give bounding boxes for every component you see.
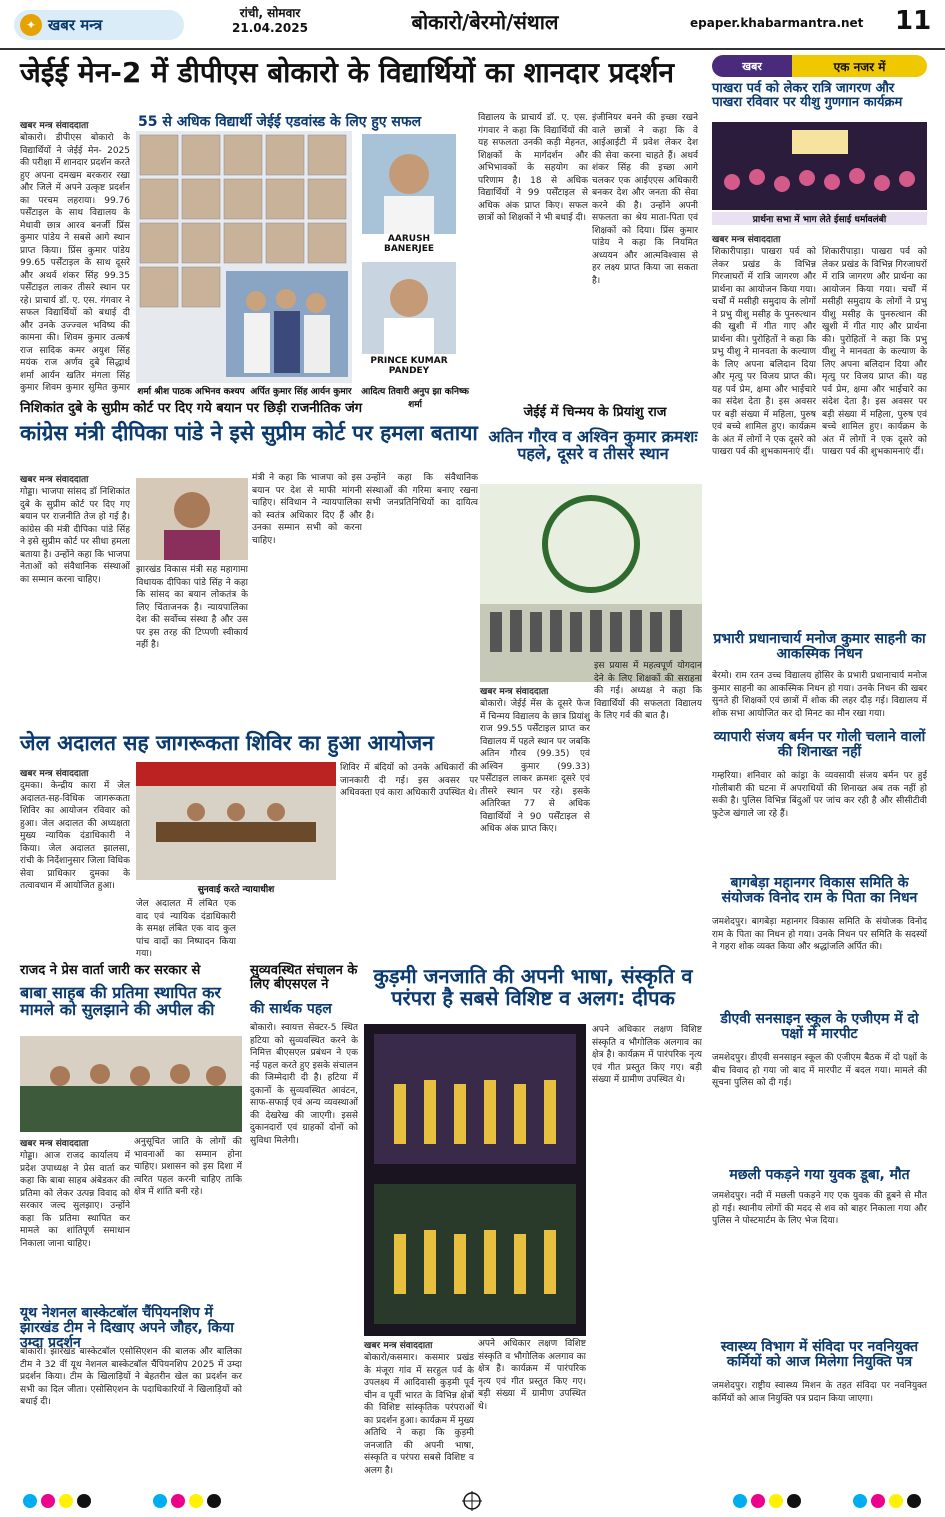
rjd-byline: खबर मन्त्र संवाददाता bbox=[20, 1139, 89, 1149]
jail-caption: सुनवाई करते न्यायाधीश bbox=[197, 885, 275, 895]
color-registration-footer bbox=[0, 1490, 945, 1512]
aarush-photo bbox=[362, 134, 456, 234]
aarush-name: AARUSH BANERJEE bbox=[383, 234, 435, 254]
chinmaya-body: बोकारो। जेईई मेंस के दूसरे फेज में चिन्मय विद्यालय के छात्र प्रियांशु राज 99.55 पर्सेंटाइल प्राप्त कर विद्यालय में पहले स्थान पर जबकि अतिन गौरव (99.35) एवं अश्विन कुमार (99.33) पर्सेंटाइल लाकर क्रमशः दूसरे एवं तीसरे स्थान पर रहे। इसके अतिरिक्त 77 से अधिक विद्यार्थियों ने 90 पर्सेंटाइल से अधिक अंक प्राप्त किए। bbox=[480, 699, 590, 834]
epaper-url[interactable]: epaper.khabarmantra.net bbox=[690, 16, 864, 30]
kurmi-body: बोकारो/कसमार। कसमार प्रखंड के मंजूरा गांव में सरहुल पर्व के उपलक्ष्य में आदिवासी कुड़मी पूर्व चीन व पूर्वी भारत के विभिन्न क्षेत्रों की विशिष्ट सांस्कृतिक परंपराओं का प्रदर्शन हुआ। कार्यक्रम में मुख्य अतिथि ने कहा कि कुड़मी जनजाति की अपनी भाषा, संस्कृति व परंपरा सबसे विशिष्ट व अलग है। bbox=[364, 1353, 474, 1476]
lead-body-2: विद्यालय के प्राचार्य डॉ. ए. एस. गंगवार ने कहा कि विद्यार्थियों की यह सफलता उनकी कड़ी मेहनत, शिक्षकों के मार्गदर्शन और अभिभावकों के सहयोग का परिणाम है। 18 से अधिक विद्यार्थियों ने 99 पर्सेंटाइल से अधिक अंक प्राप्त किए। सफल छात्रों को शिक्षकों ने भी बधाई दी। bbox=[478, 113, 588, 223]
lead-body-3: इंजीनियर बनने की इच्छा रखने वाले छात्रों ने कहा कि वे आईआईटी में प्रवेश लेकर देश की सेवा करना चाहते हैं। अथर्व शंकर सिंह की इच्छा आगे चलकर एक आईएएस अधिकारी बनकर देश और जनता की सेवा करने की है। उन्होंने अपनी सफलता का श्रेय माता-पिता एवं शिक्षकों को दिया। प्रिंस कुमार पांडेय ने कहा कि नियमित अध्ययन और आत्मविश्वास से हर लक्ष्य प्राप्त किया जा सकता है। bbox=[592, 113, 698, 286]
congress-body: गोड्डा। भाजपा सांसद डॉ निशिकांत दुबे के सुप्रीम कोर्ट पर दिए गए बयान पर राजनीति तेज हो गई है। कांग्रेस की मंत्री दीपिका पांडे सिंह ने इसे सुप्रीम कोर्ट पर सीधा हमला बताया है। उन्होंने कहा कि भाजपा नेताओं को संवैधानिक संस्थाओं का सम्मान करना चाहिए। bbox=[20, 487, 130, 585]
sidebar-headline-3: व्यापारी संजय बर्मन पर गोली चलाने वालों की शिनाख्त नहीं bbox=[713, 729, 926, 761]
sidebar-tag bbox=[712, 55, 927, 77]
kurmi-byline: खबर मन्त्र संवाददाता bbox=[364, 1341, 433, 1351]
jail-byline: खबर मन्त्र संवाददाता bbox=[20, 769, 89, 779]
date: 21.04.2025 bbox=[232, 21, 308, 35]
rjd-photo bbox=[20, 1036, 242, 1132]
sidebar-headline-1: पाखरा पर्व को लेकर रात्रि जागरण और पाखरा रविवार पर यीशु गुणगान कार्यक्रम bbox=[712, 81, 903, 111]
kurmi-headline: कुड़मी जनजाति की अपनी भाषा, संस्कृति व परंपरा है सबसे विशिष्ट व अलग: दीपक bbox=[373, 964, 693, 1010]
city-day: रांची, सोमवार bbox=[239, 6, 301, 20]
lead-headline: जेईई मेन-2 में डीपीएस बोकारो के विद्यार्थियों का शानदार प्रदर्शन bbox=[20, 56, 675, 89]
section-title: बोकारो/बेरमो/संथाल bbox=[411, 10, 559, 34]
sidebar-tag-left: खबर bbox=[712, 55, 792, 77]
sidebar-body-6: जमशेदपुर। नदी में मछली पकड़ने गए एक युवक की डूबने से मौत हो गई। स्थानीय लोगों की मदद से शव को बाहर निकाला गया और पुलिस ने पोस्टमार्टम के लिए भेज दिया। bbox=[712, 1191, 927, 1226]
logo-icon: ✦ bbox=[20, 14, 42, 36]
rjd-headline: बाबा साहब की प्रतिमा स्थापित कर मामले को सुलझाने की अपील की bbox=[20, 983, 221, 1020]
logo-text: खबर मन्त्र bbox=[48, 16, 103, 34]
kurmi-body-2: अपने अधिकार लक्षण विशिष्ट संस्कृति व भौगोलिक अलगाव का क्षेत्र है। कार्यक्रम में पारंपरिक नृत्य एवं गीत प्रस्तुत किए गए। बड़ी संख्या में ग्रामीण उपस्थित थे। bbox=[592, 1025, 702, 1085]
sidebar-headline-7: स्वास्थ्य विभाग में संविदा पर नवनियुक्त कर्मियों को आज मिलेगा नियुक्ति पत्र bbox=[720, 1339, 919, 1371]
page-number: 11 bbox=[895, 6, 932, 36]
jail-photo bbox=[136, 762, 336, 880]
rjd-kicker: राजद ने प्रेस वार्ता जारी कर सरकार से bbox=[20, 963, 201, 978]
chinmaya-body-2: इस प्रयास में महत्वपूर्ण योगदान देने के लिए शिक्षकों की सराहना की गई। अध्यक्ष ने कहा कि विद्यार्थियों की सफलता विद्यालय के लिए गर्व की बात है। bbox=[594, 661, 702, 721]
chinmaya-byline: खबर मन्त्र संवाददाता bbox=[480, 687, 549, 697]
chinmaya-kicker: जेईई में चिन्मय के प्रियांशु राज bbox=[523, 405, 667, 420]
lead-body: बोकारो। डीपीएस बोकारो के विद्यार्थियों ने जेईई मेन- 2025 की परीक्षा में शानदार प्रदर्शन करते हुए अपना दमखम बरकरार रखा और जिले में अपने उत्कृष्ट प्रदर्शन का परचम लहराया। 99.76 पर्सेंटाइल के साथ विद्यालय के मेधावी छात्र आरव बनर्जी प्रिंस कुमार पांडेय ने सबसे आगे स्थान प्राप्त किया। प्रिंस कुमार पांडेय 99.65 पर्सेंटाइल के साथ दूसरे और अथर्व शंकर सिंह 99.35 पर्सेंटाइल लाकर तीसरे स्थान पर रहे। प्राचार्य डॉ. ए. एस. गंगवार ने सफल विद्यार्थियों को बधाई दी और उनके उज्ज्वल भविष्य की कामना की। शिवम कुमार उत्कर्ष राज सादिक कमर अयुश सिंह मयंक राज अर्णव दुबे सिद्धार्थ शर्मा आर्यन खतिर मंगला सिंह कुमार शिवम कुमार सुमित कुमार bbox=[20, 133, 130, 393]
sidebar-body-1a: शिकारीपाड़ा। पाखरा पर्व को लेकर प्रखंड के विभिन्न गिरजाघरों में रात्रि जागरण और प्रार्थना का आयोजन किया गया। चर्चों में मसीही समुदाय के लोगों ने प्रभु यीशु मसीह के पुनरुत्थान की खुशी में गीत गाए और प्रार्थना की। पुरोहितों ने कहा कि प्रभु यीशु ने मानवता के कल्याण के लिए अपना बलिदान दिया और मृत्यु पर विजय प्राप्त की। यह पर्व प्रेम, क्षमा और भाईचारे का संदेश देता है। इस अवसर पर बड़ी संख्या में महिला, पुरुष एवं बच्चे शामिल हुए। कार्यक्रम के अंत में लोगों ने एक दूसरे को पाखरा पर्व की शुभकामनाएं दीं। bbox=[712, 247, 816, 457]
congress-kicker: निशिकांत दुबे के सुप्रीम कोर्ट पर दिए गये बयान पर छिड़ी राजनीतिक जंग bbox=[20, 401, 363, 416]
sidebar-tag-right: एक नजर में bbox=[792, 55, 927, 77]
basketball-body: बोकारो। झारखंड बास्केटबॉल एसोसिएशन की बालक और बालिका टीम ने 32 वीं यूथ नेशनल बास्केटबॉल चैंपियनशिप 2025 में उम्दा प्रदर्शन किया। टीम के खिलाड़ियों ने बेहतरीन खेल का प्रदर्शन कर सभी का दिल जीता। एसोसिएशन के पदाधिकारियों ने खिलाड़ियों को बधाई दी। bbox=[20, 1347, 242, 1407]
lead-caption-1: शर्मा श्रीश पाठक अभिनव कश्यप bbox=[137, 387, 245, 397]
kurmi-body-continued: अपने अधिकार लक्षण विशिष्ट संस्कृति व भौगोलिक अलगाव का क्षेत्र है। कार्यक्रम में पारंपरिक नृत्य एवं गीत प्रस्तुत किए गए। बड़ी संख्या में ग्रामीण उपस्थित थे। bbox=[478, 1339, 586, 1412]
dateline bbox=[225, 6, 315, 36]
congress-body-4: उन्होंने कहा कि संवैधानिक संस्थाओं की गरिमा बनाए रखना सभी जनप्रतिनिधियों का दायित्व है। bbox=[366, 473, 478, 521]
rjd-body-2: अनुसूचित जाति के लोगों की भावनाओं का सम्मान होना चाहिए। प्रशासन को इस दिशा में त्वरित पहल करनी चाहिए ताकि क्षेत्र में शांति बनी रहे। bbox=[134, 1137, 242, 1197]
congress-body-2: झारखंड विकास मंत्री सह महागामा विधायक दीपिका पांडे सिंह ने कहा कि सांसद का बयान लोकतंत्र के लिए चिंताजनक है। न्यायपालिका देश की सर्वोच्च संस्था है और उस पर इस तरह की टिप्पणी स्वीकार्य नहीं है। bbox=[136, 565, 248, 650]
chinmaya-headline: अतिन गौरव व अश्विन कुमार क्रमशः पहले, दूसरे व तीसरे स्थान bbox=[488, 427, 698, 464]
student-grid-svg bbox=[136, 131, 352, 383]
lead-byline: खबर मन्त्र संवाददाता bbox=[20, 121, 89, 131]
sidebar-byline: खबर मन्त्र संवाददाता bbox=[712, 235, 781, 245]
prince-name: PRINCE KUMAR PANDEY bbox=[370, 356, 448, 376]
jail-body-3: शिविर में बंदियों को उनके अधिकारों की जानकारी दी गई। इस अवसर पर अधिवक्ता एवं कारा अधिकारी उपस्थित थे। bbox=[340, 763, 478, 798]
congress-byline: खबर मन्त्र संवाददाता bbox=[20, 475, 89, 485]
chinmaya-photo bbox=[480, 484, 702, 682]
sidebar-body-1b: शिकारीपाड़ा। पाखरा पर्व को लेकर प्रखंड के विभिन्न गिरजाघरों में रात्रि जागरण और प्रार्थना का आयोजन किया गया। चर्चों में मसीही समुदाय के लोगों ने प्रभु यीशु मसीह के पुनरुत्थान की खुशी में गीत गाए और प्रार्थना की। पुरोहितों ने कहा कि प्रभु यीशु ने मानवता के कल्याण के लिए अपना बलिदान दिया और मृत्यु पर विजय प्राप्त की। यह पर्व प्रेम, क्षमा और भाईचारे का संदेश देता है। इस अवसर पर बड़ी संख्या में महिला, पुरुष एवं बच्चे शामिल हुए। कार्यक्रम के अंत में लोगों ने एक दूसरे को पाखरा पर्व की शुभकामनाएं दीं। bbox=[822, 247, 927, 457]
sidebar-headline-4: बागबेड़ा महानगर विकास समिति के संयोजक विनोद राम के पिता का निधन bbox=[721, 875, 918, 907]
sidebar-body-7: जमशेदपुर। राष्ट्रीय स्वास्थ्य मिशन के तहत संविदा पर नवनियुक्त कर्मियों को आज नियुक्ति पत्र प्रदान किया जाएगा। bbox=[712, 1381, 927, 1404]
sidebar-photo-caption: प्रार्थना सभा में भाग लेते ईसाई धर्मावलंबी bbox=[712, 212, 927, 225]
sidebar-body-3: गम्हरिया। शनिवार को कांड्रा के व्यवसायी संजय बर्मन पर हुई गोलीबारी की घटना में अपराधियों की शिनाख्त अब तक नहीं हो सकी है। पुलिस विभिन्न बिंदुओं पर जांच कर रही है और सीसीटीवी फुटेज खंगाले जा रहे हैं। bbox=[712, 771, 927, 819]
lead-subhead: 55 से अधिक विद्यार्थी जेईई एडवांस्ड के लिए हुए सफल bbox=[138, 114, 422, 130]
bsl-headline: की सार्थक पहल bbox=[250, 1001, 332, 1017]
rjd-body: गोड्डा। आज राजद कार्यालय में प्रदेश उपाध्यक्ष ने प्रेस वार्ता कर कहा कि बाबा साहब अंबेडकर की प्रतिमा को लेकर उत्पन्न विवाद को सरकार जल्द सुलझाए। उन्होंने कहा कि प्रतिमा स्थापित कर मामले का शांतिपूर्ण समाधान निकाला जाना चाहिए। bbox=[20, 1151, 130, 1249]
sidebar-headline-2: प्रभारी प्रधानाचार्य मनोज कुमार साहनी का आकस्मिक निधन bbox=[713, 631, 926, 663]
logo bbox=[14, 10, 184, 40]
basketball-headline: यूथ नेशनल बास्केटबॉल चैंपियनशिप में झारखंड टीम ने दिखाए अपने जौहर, किया उम्दा प्रदर्शन bbox=[20, 1305, 234, 1352]
masthead bbox=[0, 0, 945, 50]
sidebar-body-4: जमशेदपुर। बागबेड़ा महानगर विकास समिति के संयोजक विनोद राम के पिता का निधन हो गया। उनके निधन पर समिति के सदस्यों ने गहरा शोक व्यक्त किया और श्रद्धांजलि अर्पित की। bbox=[712, 917, 927, 952]
dipika-photo bbox=[136, 478, 248, 560]
sidebar-photo bbox=[712, 122, 927, 210]
student-grid-photo bbox=[136, 131, 352, 383]
sidebar-headline-5: डीएवी सनसाइन स्कूल के एजीएम में दो पक्षों में मारपीट bbox=[720, 1011, 919, 1043]
bsl-kicker: सुव्यवस्थित संचालन के लिए बीएसएल ने bbox=[250, 963, 358, 993]
jail-headline: जेल अदालत सह जागरूकता शिविर का हुआ आयोजन bbox=[20, 731, 434, 755]
sidebar-body-5: जमशेदपुर। डीएवी सनसाइन स्कूल की एजीएम बैठक में दो पक्षों के बीच विवाद हो गया जो बाद में मारपीट में बदल गया। मामले की सूचना पुलिस को दी गई। bbox=[712, 1053, 927, 1088]
bsl-body: बोकारो। स्वायत्त सेक्टर-5 स्थित हटिया को सुव्यवस्थित करने के निमित्त बीएसएल प्रबंधन ने एक नई पहल करते हुए इसके संचालन की जिम्मेदारी दी है। हटिया में दुकानों के सुव्यवस्थित आवंटन, साफ-सफाई एवं अन्य व्यवस्थाओं की देखरेख की जाएगी। इससे दुकानदारों एवं ग्राहकों दोनों को सुविधा मिलेगी। bbox=[250, 1023, 358, 1146]
sidebar-body-2: बेरमो। राम रतन उच्च विद्यालय होसिर के प्रभारी प्रधानाचार्य मनोज कुमार साहनी का आकस्मिक निधन हो गया। उनके निधन की खबर सुनते ही शिक्षकों एवं छात्रों में शोक की लहर दौड़ गई। विद्यालय में शोक सभा आयोजित कर दो मिनट का मौन रखा गया। bbox=[712, 671, 927, 719]
kurmi-photo bbox=[364, 1024, 586, 1336]
lead-caption-2: अर्पित कुमार सिंह आर्यन कुमार bbox=[250, 387, 352, 397]
lead-caption-3: आदित्य तिवारी अनुप झा कनिष्क शर्मा bbox=[361, 387, 469, 410]
congress-headline: कांग्रेस मंत्री दीपिका पांडे ने इसे सुप्रीम कोर्ट पर हमला बताया bbox=[20, 421, 478, 445]
sidebar-headline-6: मछली पकड़ने गया युवक डूबा, मौत bbox=[729, 1167, 910, 1183]
prince-photo bbox=[362, 262, 456, 354]
jail-body-2: जेल अदालत में लंबित एक वाद एवं न्यायिक दंडाधिकारी के समक्ष लंबित एक वाद कुल पांच वादों का निष्पादन किया गया। bbox=[136, 899, 236, 958]
jail-body: दुमका। केन्द्रीय कारा में जेल अदालत-सह-विधिक जागरूकता शिविर का आयोजन रविवार को हुआ। जेल अदालत की अध्यक्षता मुख्य न्यायिक दंडाधिकारी ने किया। जेल अदालत झालसा, रांची के निर्देशानुसार जिला विधिक सेवा प्राधिकार दुमका के तत्वावधान में आयोजित हुआ। bbox=[20, 781, 130, 891]
congress-body-3: मंत्री ने कहा कि भाजपा को इस बयान पर देश से माफी मांगनी चाहिए। संविधान ने न्यायपालिका को स्वतंत्र अधिकार दिए हैं और उनका सम्मान सभी को करना चाहिए। bbox=[252, 473, 362, 546]
